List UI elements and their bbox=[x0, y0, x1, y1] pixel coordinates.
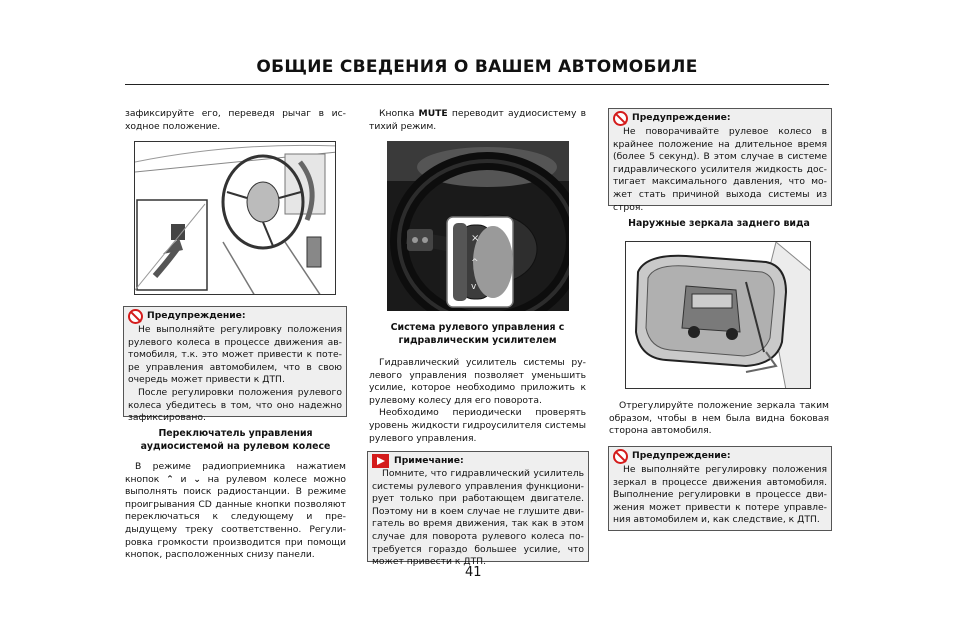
audio-controls-heading: Переключатель управления аудиосистемой на рулевом колесе bbox=[140, 428, 331, 452]
mirror-illustration bbox=[626, 242, 811, 389]
mirror-figure bbox=[625, 241, 811, 389]
warning-title: Предупреждение: bbox=[632, 450, 731, 462]
note-arrow-icon bbox=[372, 454, 389, 468]
warning-box-wheel-lock bbox=[608, 108, 832, 213]
steering-wheel-photo bbox=[387, 141, 569, 311]
prohibition-icon bbox=[613, 449, 628, 464]
note-title: Примечание: bbox=[394, 454, 464, 466]
mirrors-heading: Наружные зеркала заднего вида bbox=[628, 218, 810, 229]
steering-adjust-illustration bbox=[135, 142, 336, 295]
warning-box-steering bbox=[123, 306, 347, 424]
power-steering-caption: Система рулевого управления с гидравлическим усилителем bbox=[390, 322, 565, 346]
warning-title: Предупреждение: bbox=[632, 112, 731, 124]
mute-button-label: MUTE bbox=[418, 108, 448, 119]
warning-text: Не выполняйте регулировку положения зеркал в процессе движения автомобиля. Выполнение регулировки в процессе движения может привести к потере управления автомобилем и, как следствие, к ДТП. bbox=[613, 464, 827, 526]
mirrors-body: Отрегулируйте положение зеркала таким образом, чтобы в нем была видна боковая сторона автомобиля. bbox=[609, 400, 829, 437]
mute-paragraph: Кнопка MUTE переводит аудиосистему в тихий режим. bbox=[369, 108, 587, 132]
power-steering-body: Гидравлический усилитель системы рулевого управления позволяет уменьшить усилие, которое необходимо приложить к рулевому колесу для его поворота. Необходимо периодически проверять уровень жидкости гидроусилителя системы рулевого управления. bbox=[369, 357, 586, 444]
audio-controls-body: В режиме радиоприемника нажатием кнопок ⌃ и ⌄ на рулевом колесе можно выполнять поиск радиостанции. В режиме проигрывания CD данные кнопки позволяют переключаться к следующему и предыдущему треку соответственно. Регулировка громкости производится при помощи кнопок, расположенных снизу панели. bbox=[125, 461, 347, 561]
svg-text:v: v bbox=[471, 282, 477, 292]
note-text: Помните, что гидравлический усилитель системы рулевого управления функционирует только при работающем двигателе. Поэтому ни в коем случае не глушите двигатель во время движения, так как в этом случае для поворота рулевого колеса потребуется гораздо большее усилие, что может привести к ДТП. bbox=[372, 468, 584, 568]
page-number: 41 bbox=[465, 565, 482, 580]
header-rule bbox=[125, 84, 829, 85]
warning-text: Не поворачивайте рулевое колесо в крайнее положение на длительное время (более 5 секунд). В этом случае в системе гидравлического усилителя жидкость достигает максимального давления, что может стать причиной выхода системы из строя. bbox=[613, 126, 827, 213]
steering-wheel-illustration bbox=[387, 141, 569, 311]
warning-title: Предупреждение: bbox=[147, 310, 246, 322]
col1-intro: зафиксируйте его, переведя рычаг в исходное положение. bbox=[125, 108, 346, 132]
warning-box-mirrors bbox=[608, 446, 832, 531]
steering-adjust-figure bbox=[134, 141, 336, 295]
svg-text:×: × bbox=[471, 233, 480, 244]
warning-text: Не выполняйте регулировку положения рулевого колеса в процессе движения автомобиля, т.к. это может привести к потере управления автомобилем, что в свою очередь может привести к ДТП. bbox=[128, 324, 342, 386]
seek-up-icon: ⌃ bbox=[166, 473, 174, 485]
seek-down-icon: ⌄ bbox=[193, 473, 201, 485]
svg-text:^: ^ bbox=[471, 258, 479, 268]
note-box-power-steering bbox=[367, 451, 589, 568]
warning-text: После регулировки положения рулевого колеса убедитесь в том, что оно надежно зафиксировано. bbox=[128, 386, 342, 424]
page-title: ОБЩИЕ СВЕДЕНИЯ О ВАШЕМ АВТОМОБИЛЕ bbox=[256, 57, 698, 77]
prohibition-icon bbox=[613, 111, 628, 126]
prohibition-icon bbox=[128, 309, 143, 324]
